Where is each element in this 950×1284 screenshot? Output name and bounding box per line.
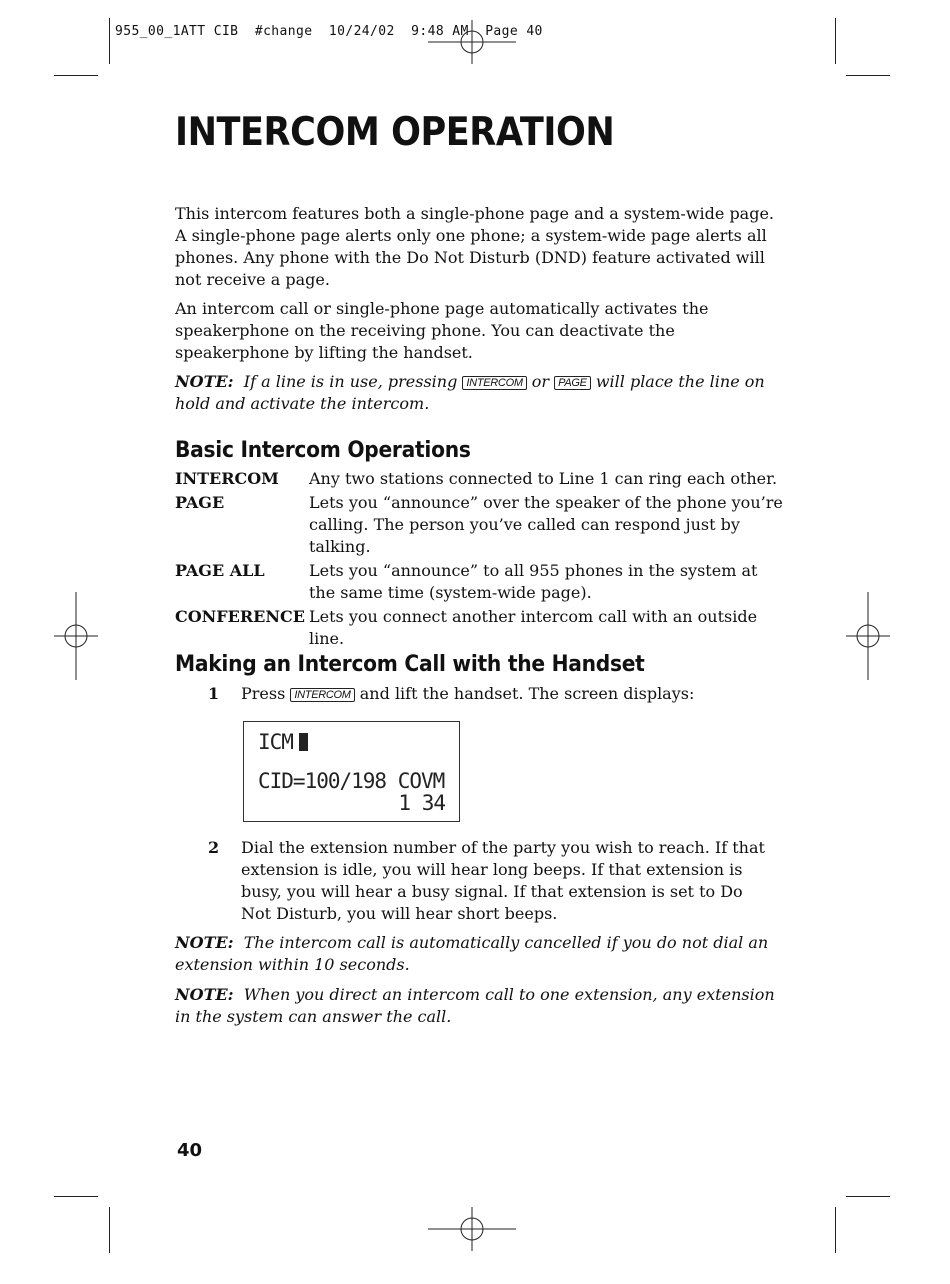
step-text-part: and lift the handset. The screen displays: [359,684,695,703]
note-paragraph [175,371,775,415]
page-number: 40 [177,1140,203,1161]
intro-paragraph: This intercom features both a single-phone page and a system-wide page. A single-phone page alerts only one phone; a system-wide page alerts all phones. Any phone with the Do Not Disturb (DND) feature activated will not receive a page. [175,204,775,289]
section-heading: Basic Intercom Operations [175,438,471,463]
printer-slug: 955_00_1ATT CIB #change 10/24/02 9:48 AM Page 40 [115,24,543,39]
step-number: 2 [208,838,220,857]
lcd-line-2: CID=100/198 COVM [258,769,445,793]
crop-mark [846,75,890,76]
step-text: Dial the extension number of the party you wish to reach. If that extension is idle, you will hear long beeps. If that extension is busy, you will hear a busy signal. If that extension is set to Do Not Disturb, you will hear short beeps. [241,838,765,923]
definition-desc: Any two stations connected to Line 1 can ring each other. [309,469,778,488]
registration-mark-icon [428,20,516,64]
step-number: 1 [208,684,220,703]
step-item [175,837,775,925]
definition-row [175,492,785,558]
section-heading: Making an Intercom Call with the Handset [175,652,645,677]
lcd-line-1 [258,730,308,754]
note-text: When you direct an intercom call to one extension, any extension in the system can answer the call. [175,985,775,1026]
intercom-key-icon: INTERCOM [290,688,354,702]
definition-row [175,560,785,604]
crop-mark [835,18,836,64]
step-item [175,683,775,705]
note-text: or [531,372,550,391]
definition-term: PAGE [175,493,225,512]
lcd-line-3: 1 34 [398,791,445,815]
crop-mark [109,1207,110,1253]
definition-desc: Lets you “announce” over the speaker of the phone you’re calling. The person you’ve called can respond just by talking. [309,493,783,556]
intercom-key-icon: INTERCOM [462,376,526,390]
crop-mark [109,18,110,64]
definition-row [175,468,785,490]
crop-mark [54,75,98,76]
step-text-part: Press [241,684,286,703]
step-text [241,683,775,705]
page-header [175,110,775,155]
note-text: The intercom call is automatically cancelled if you do not dial an extension within 10 seconds. [175,933,769,974]
crop-mark [846,1196,890,1197]
registration-mark-icon [54,592,98,680]
note-label: NOTE: [175,985,234,1004]
definition-row [175,606,785,650]
lcd-display [243,721,460,822]
note-label: NOTE: [175,933,234,952]
definition-term: CONFERENCE [175,607,305,626]
note-paragraph [175,932,775,976]
registration-mark-icon [846,592,890,680]
definition-desc: Lets you “announce” to all 955 phones in the system at the same time (system-wide page). [309,561,758,602]
crop-mark [54,1196,98,1197]
note-text: If a line is in use, pressing [243,372,458,391]
definition-desc: Lets you connect another intercom call with an outside line. [309,607,758,648]
definition-term: INTERCOM [175,469,279,488]
crop-mark [835,1207,836,1253]
cursor-block-icon [299,733,308,751]
note-paragraph [175,984,775,1028]
page-key-icon: PAGE [554,376,591,390]
intro-paragraph: An intercom call or single-phone page automatically activates the speakerphone on the receiving phone. You can deactivate the speakerphone by lifting the handset. [175,299,709,362]
lcd-text: ICM [258,730,293,754]
registration-mark-icon [428,1207,516,1251]
definition-term: PAGE ALL [175,561,265,580]
note-label: NOTE: [175,372,234,391]
note-text: will place the line on hold and activate the intercom. [175,372,765,413]
page-title: INTERCOM OPERATION [175,110,615,155]
